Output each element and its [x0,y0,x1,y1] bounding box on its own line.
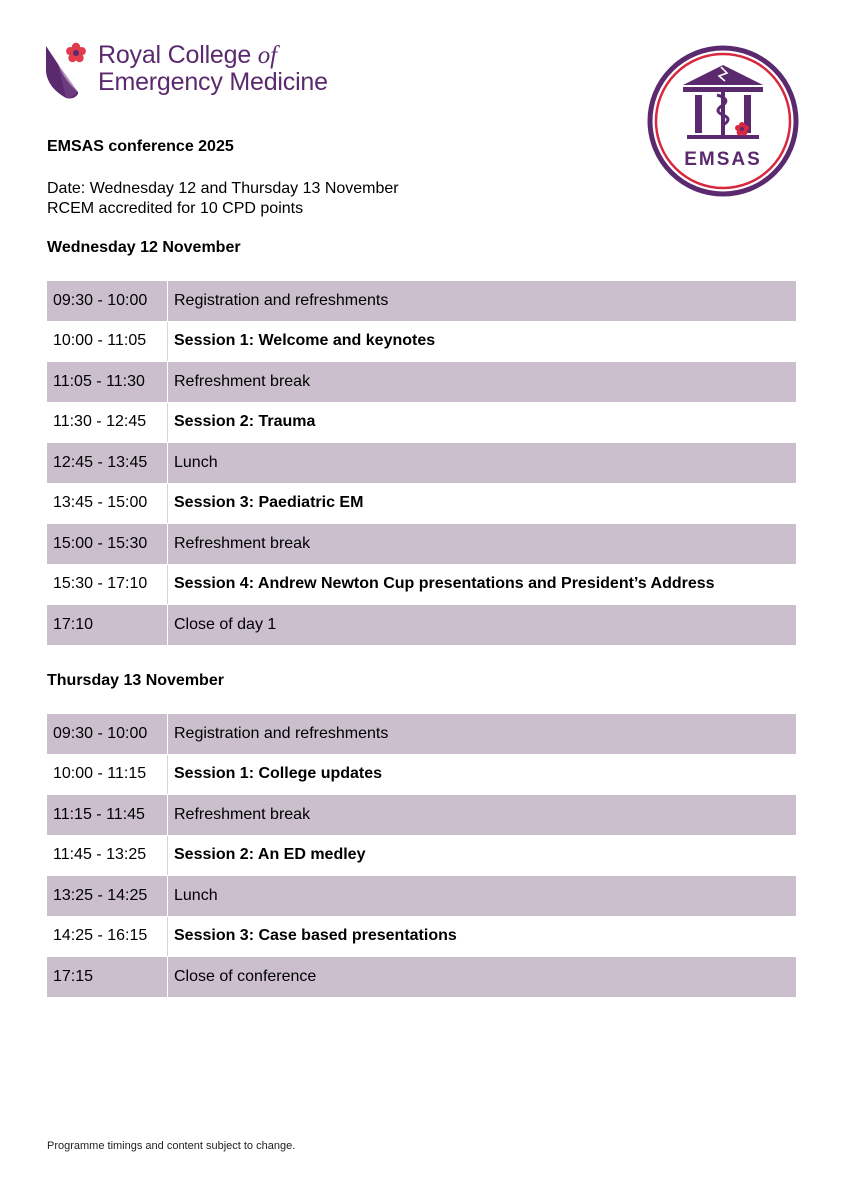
table-row [47,795,796,836]
logo-of: of [257,42,277,69]
table-row [47,605,796,646]
time-cell: 11:15 - 11:45 [47,795,168,835]
time-cell: 15:00 - 15:30 [47,524,168,564]
rcem-logo-mark-icon [44,42,94,100]
time-cell: 15:30 - 17:10 [47,565,168,605]
day2-heading: Thursday 13 November [47,672,224,689]
conference-cpd: RCEM accredited for 10 CPD points [47,200,304,217]
table-row [47,362,796,403]
badge-text: EMSAS [684,149,762,170]
item-cell: Session 4: Andrew Newton Cup presentations and President’s Address [174,575,715,593]
item-cell: Registration and refreshments [174,724,389,742]
item-cell: Registration and refreshments [174,291,389,309]
item-cell: Refreshment break [174,805,311,823]
conference-info [47,179,399,219]
item-cell: Session 2: Trauma [174,413,316,431]
table-row [47,876,796,917]
time-cell: 14:25 - 16:15 [47,917,168,957]
day1-heading: Wednesday 12 November [47,239,241,256]
table-row [47,714,796,755]
item-cell: Session 2: An ED medley [174,846,366,864]
emsas-badge [647,45,799,197]
time-cell: 11:05 - 11:30 [47,362,168,402]
table-row [47,524,796,565]
item-cell: Session 3: Case based presentations [174,927,457,945]
item-cell: Close of conference [174,967,317,985]
time-cell: 11:30 - 12:45 [47,403,168,443]
table-row [47,565,796,606]
time-cell: 10:00 - 11:05 [47,322,168,362]
item-cell: Session 1: Welcome and keynotes [174,332,436,350]
table-row [47,755,796,796]
table-row [47,957,796,998]
item-cell: Refreshment break [174,372,311,390]
time-cell: 09:30 - 10:00 [47,714,168,754]
table-row [47,484,796,525]
item-cell: Refreshment break [174,534,311,552]
time-cell: 13:45 - 15:00 [47,484,168,524]
day2-schedule-table [47,714,796,998]
rcem-logo [44,42,374,102]
time-cell: 09:30 - 10:00 [47,281,168,321]
table-row [47,322,796,363]
table-row [47,443,796,484]
time-cell: 17:15 [47,957,168,997]
table-row [47,917,796,958]
table-row [47,403,796,444]
logo-wordmark [98,42,328,96]
item-cell: Close of day 1 [174,615,277,633]
time-cell: 13:25 - 14:25 [47,876,168,916]
table-row [47,836,796,877]
logo-line2: Emergency Medicine [98,68,328,96]
footer-note: Programme timings and content subject to change. [47,1140,296,1152]
item-cell: Lunch [174,453,218,471]
item-cell: Session 1: College updates [174,765,383,783]
item-cell: Lunch [174,886,218,904]
time-cell: 12:45 - 13:45 [47,443,168,483]
table-row [47,281,796,322]
time-cell: 10:00 - 11:15 [47,755,168,795]
time-cell: 11:45 - 13:25 [47,836,168,876]
conference-title: EMSAS conference 2025 [47,138,234,155]
time-cell: 17:10 [47,605,168,645]
day1-schedule-table [47,281,796,646]
item-cell: Session 3: Paediatric EM [174,494,364,512]
logo-line1: Royal College [98,41,252,69]
conference-date: Date: Wednesday 12 and Thursday 13 November [47,180,399,197]
